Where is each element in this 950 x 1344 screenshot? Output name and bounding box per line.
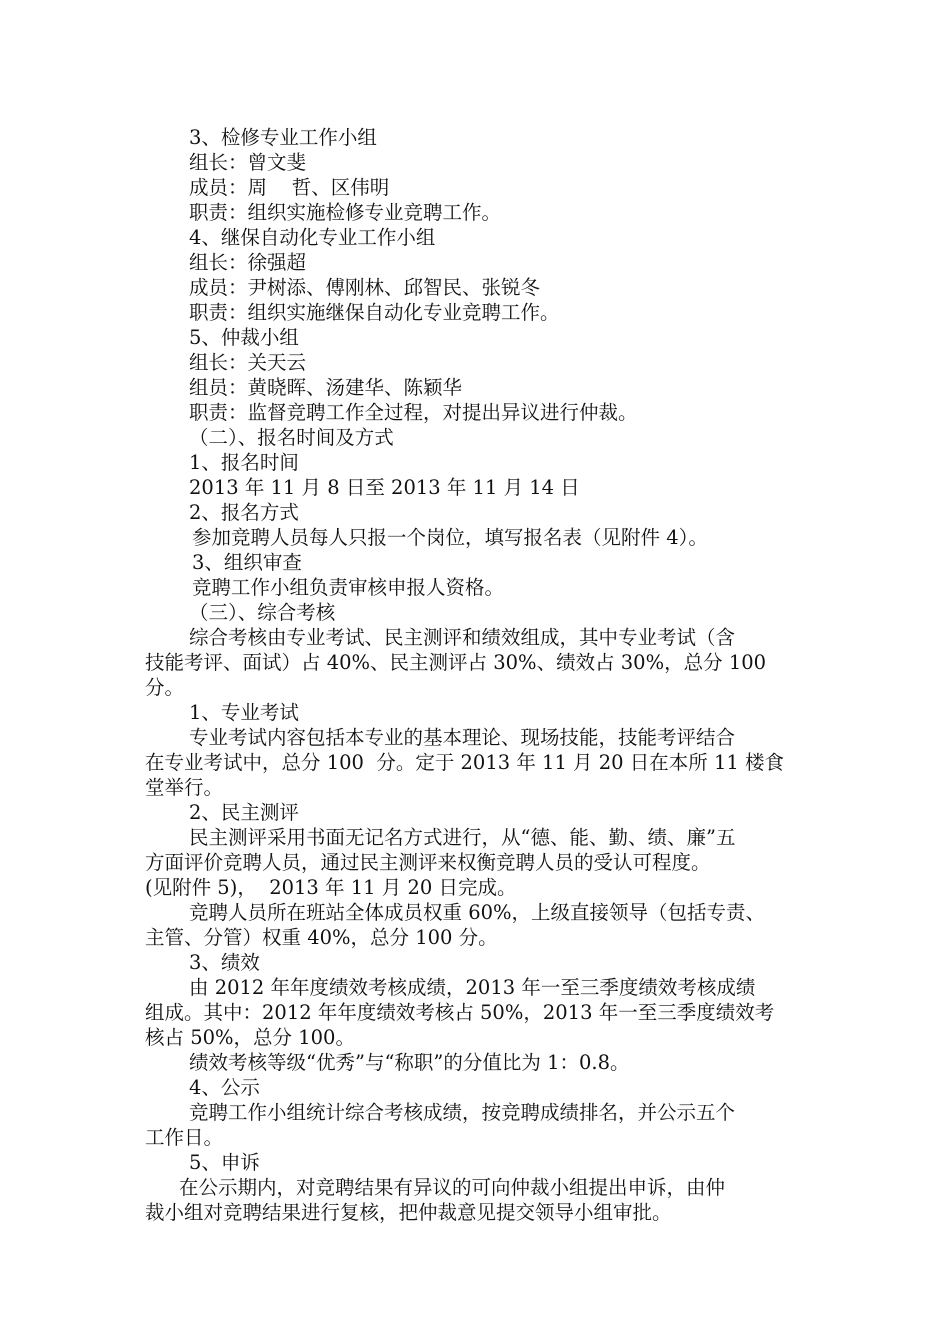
text-line: (见附件 5)， 2013 年 11 月 20 日完成。: [145, 876, 517, 899]
document-body: [145, 125, 810, 1225]
text-line: （二）、报名时间及方式: [189, 426, 394, 449]
text-line: 民主测评采用书面无记名方式进行，从“德、能、勤、绩、廉”五: [189, 826, 736, 849]
text-line: 竞聘工作小组统计综合考核成绩，按竞聘成绩排名，并公示五个: [189, 1101, 736, 1124]
text-line: 2013 年 11 月 8 日至 2013 年 11 月 14 日: [189, 476, 580, 499]
text-line: 组长：关天云: [189, 351, 307, 374]
text-line: 综合考核由专业考试、民主测评和绩效组成，其中专业考试（含: [189, 626, 736, 649]
text-line: 2、民主测评: [189, 801, 299, 824]
text-line: 5、仲裁小组: [189, 326, 299, 349]
text-line: 由 2012 年年度绩效考核成绩，2013 年一至三季度绩效考核成绩: [189, 976, 756, 999]
text-line: 在公示期内，对竞聘结果有异议的可向仲裁小组提出申诉，由仲: [179, 1176, 726, 1199]
text-line: 绩效考核等级“优秀”与“称职”的分值比为 1：0.8。: [189, 1051, 630, 1074]
text-line: 组员：黄晓晖、汤建华、陈颖华: [189, 376, 463, 399]
text-line: 4、继保自动化专业工作小组: [189, 226, 436, 249]
text-line: 技能考评、面试）占 40%、民主测评占 30%、绩效占 30%，总分 100: [145, 651, 767, 674]
text-line: 竞聘人员所在班站全体成员权重 60%，上级直接领导（包括专责、: [189, 901, 766, 924]
text-line: 4、公示: [189, 1076, 260, 1099]
text-line: （三）、综合考核: [189, 601, 336, 624]
text-line: 参加竞聘人员每人只报一个岗位，填写报名表（见附件 4）。: [192, 526, 708, 549]
text-line: 职责：组织实施继保自动化专业竞聘工作。: [189, 301, 560, 324]
text-line: 职责：监督竞聘工作全过程，对提出异议进行仲裁。: [189, 401, 638, 424]
text-line: 3、检修专业工作小组: [189, 126, 377, 149]
text-line: 职责：组织实施检修专业竞聘工作。: [189, 201, 502, 224]
text-line: 分。: [145, 676, 185, 699]
text-line: 3、绩效: [189, 951, 260, 974]
text-line: 5、申诉: [189, 1151, 260, 1174]
text-line: 成员：周 哲、区伟明: [189, 176, 390, 199]
text-line: 3、组织审查: [192, 551, 302, 574]
text-line: 竞聘工作小组负责审核申报人资格。: [192, 576, 505, 599]
text-line: 组长：曾文斐: [189, 151, 307, 174]
text-line: 核占 50%，总分 100。: [145, 1026, 355, 1049]
text-line: 专业考试内容包括本专业的基本理论、现场技能，技能考评结合: [189, 726, 736, 749]
text-line: 组成。其中：2012 年年度绩效考核占 50%，2013 年一至三季度绩效考: [145, 1001, 775, 1024]
text-line: 主管、分管）权重 40%，总分 100 分。: [145, 926, 498, 949]
text-line: 1、专业考试: [189, 701, 299, 724]
text-line: 在专业考试中，总分 100 分。定于 2013 年 11 月 20 日在本所 11 楼食: [145, 751, 784, 774]
text-line: 1、报名时间: [189, 451, 299, 474]
text-line: 裁小组对竞聘结果进行复核，把仲裁意见提交领导小组审批。: [145, 1201, 672, 1224]
text-line: 工作日。: [145, 1126, 224, 1149]
text-line: 方面评价竞聘人员，通过民主测评来权衡竞聘人员的受认可程度。: [145, 851, 711, 874]
text-line: 成员：尹树添、傅刚林、邱智民、张锐冬: [189, 276, 541, 299]
text-line: 堂举行。: [145, 776, 224, 799]
text-line: 组长：徐强超: [189, 251, 307, 274]
text-line: 2、报名方式: [189, 501, 299, 524]
